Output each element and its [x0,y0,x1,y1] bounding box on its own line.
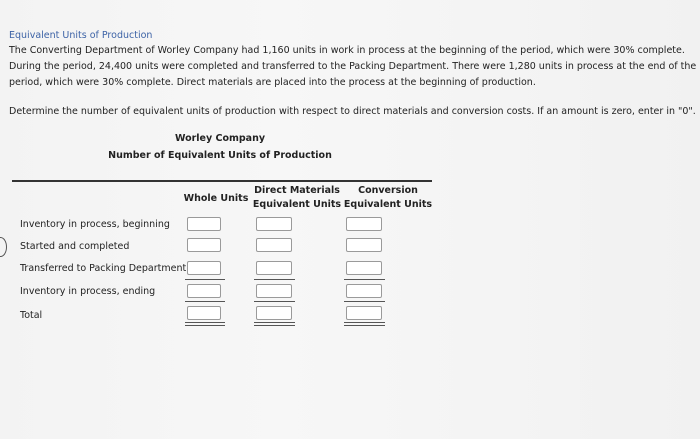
conv-transferred-input[interactable] [346,261,382,275]
dm-transferred-input[interactable] [256,261,292,275]
conv-started-completed-input[interactable] [346,238,382,252]
table-title: Number of Equivalent Units of Production [108,150,332,161]
company-name: Worley Company [174,133,266,144]
header-whole-units: Whole Units [183,193,249,204]
dm-total-input[interactable] [256,306,292,320]
header-direct-materials-line2: Equivalent Units [252,199,342,210]
whole-units-total-input[interactable] [187,306,221,320]
dm-ending-rule [254,301,295,302]
whole-units-ending-rule [185,301,225,302]
header-conversion-line1: Conversion [358,185,418,196]
whole-units-beginning-input[interactable] [187,217,221,231]
row-label-transferred: Transferred to Packing Department [20,263,187,274]
conv-ending-input[interactable] [346,284,382,298]
header-conversion-line2: Equivalent Units [343,199,433,210]
problem-text: The Converting Department of Worley Company had 1,160 units in work in process at the beginning of the period, which were 30% complete. During the period, 24,400 units were completed and transferred to the Packing Department. There were 1,280 units in process at the end of the period, which were 30% complete. Direct materials are placed into the process at the beginning of production. [9,45,697,88]
dm-started-completed-input[interactable] [256,238,292,252]
table-top-rule [12,180,432,182]
header-conversion [343,184,433,212]
row-label-beginning: Inventory in process, beginning [20,219,170,230]
section-heading: Equivalent Units of Production [9,30,153,41]
conv-beginning-input[interactable] [346,217,382,231]
row-label-started-completed: Started and completed [20,241,130,252]
whole-units-ending-input[interactable] [187,284,221,298]
instruction-text: Determine the number of equivalent units of production with respect to direct materials and conversion costs. If an amount is zero, enter in "0". [9,106,696,117]
conv-ending-rule [344,301,385,302]
whole-units-transferred-input[interactable] [187,261,221,275]
dm-beginning-input[interactable] [256,217,292,231]
conv-total-double-rule [344,322,385,326]
header-direct-materials-line1: Direct Materials [254,185,340,196]
dm-subtotal-rule [254,279,295,280]
dm-ending-input[interactable] [256,284,292,298]
whole-units-subtotal-rule [185,279,225,280]
row-indicator [0,237,7,257]
whole-units-started-completed-input[interactable] [187,238,221,252]
whole-units-total-double-rule [185,322,225,326]
header-direct-materials [252,184,342,212]
row-label-ending: Inventory in process, ending [20,286,156,297]
row-label-total: Total [20,310,43,321]
conv-total-input[interactable] [346,306,382,320]
dm-total-double-rule [254,322,295,326]
conv-subtotal-rule [344,279,385,280]
